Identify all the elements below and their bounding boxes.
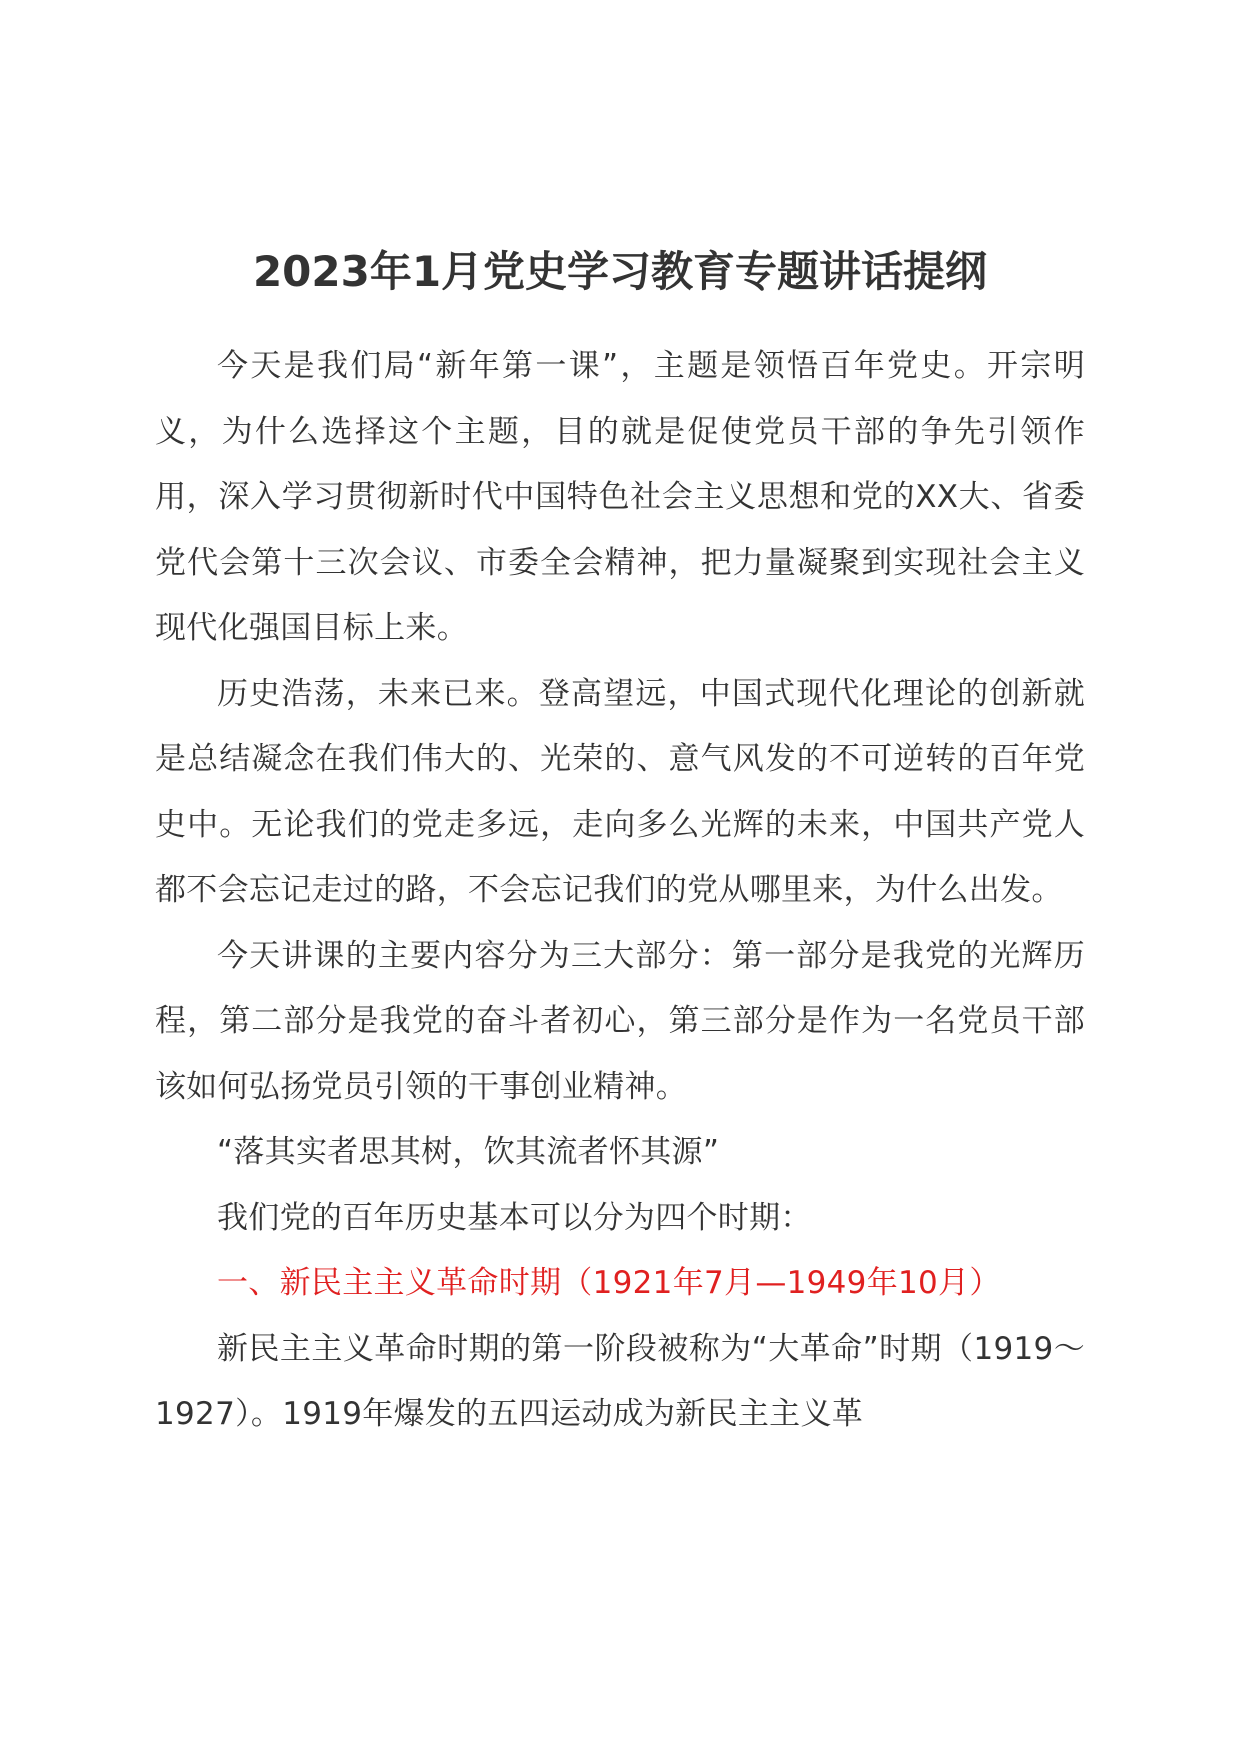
paragraph-intro: 今天是我们局“新年第一课”，主题是领悟百年党史。开宗明义，为什么选择这个主题，目的就是促使党员干部的争先引领作用，深入学习贯彻新时代中国特色社会主义思想和党的XX大、省委党代会第十三次会议、市委全会精神，把力量凝聚到实现社会主义现代化强国目标上来。 [155,348,1085,646]
paragraph-new-democratic-revolution: 新民主主义革命时期的第一阶段被称为“大革命”时期（1919～1927）。1919年爆发的五四运动成为新民主主义革 [155,1330,1085,1432]
paragraph-history: 历史浩荡，未来已来。登高望远，中国式现代化理论的创新就是总结凝念在我们伟大的、光荣的、意气风发的不可逆转的百年党史中。无论我们的党走多远，走向多么光辉的未来，中国共产党人都不会忘记走过的路，不会忘记我们的党从哪里来，为什么出发。 [155,675,1085,908]
paragraph-periods-intro: 我们党的百年历史基本可以分为四个时期： [217,1199,812,1236]
paragraph-quote: “落其实者思其树，饮其流者怀其源” [217,1134,720,1170]
document-title: 2023年1月党史学习教育专题讲话提纲 [252,247,988,296]
section-heading-1: 一、新民主主义革命时期（1921年7月—1949年10月） [217,1265,1001,1301]
document-body [155,334,1085,1448]
paragraph-outline: 今天讲课的主要内容分为三大部分：第一部分是我党的光辉历程，第二部分是我党的奋斗者初心，第三部分是作为一名党员干部该如何弘扬党员引领的干事创业精神。 [155,937,1085,1105]
